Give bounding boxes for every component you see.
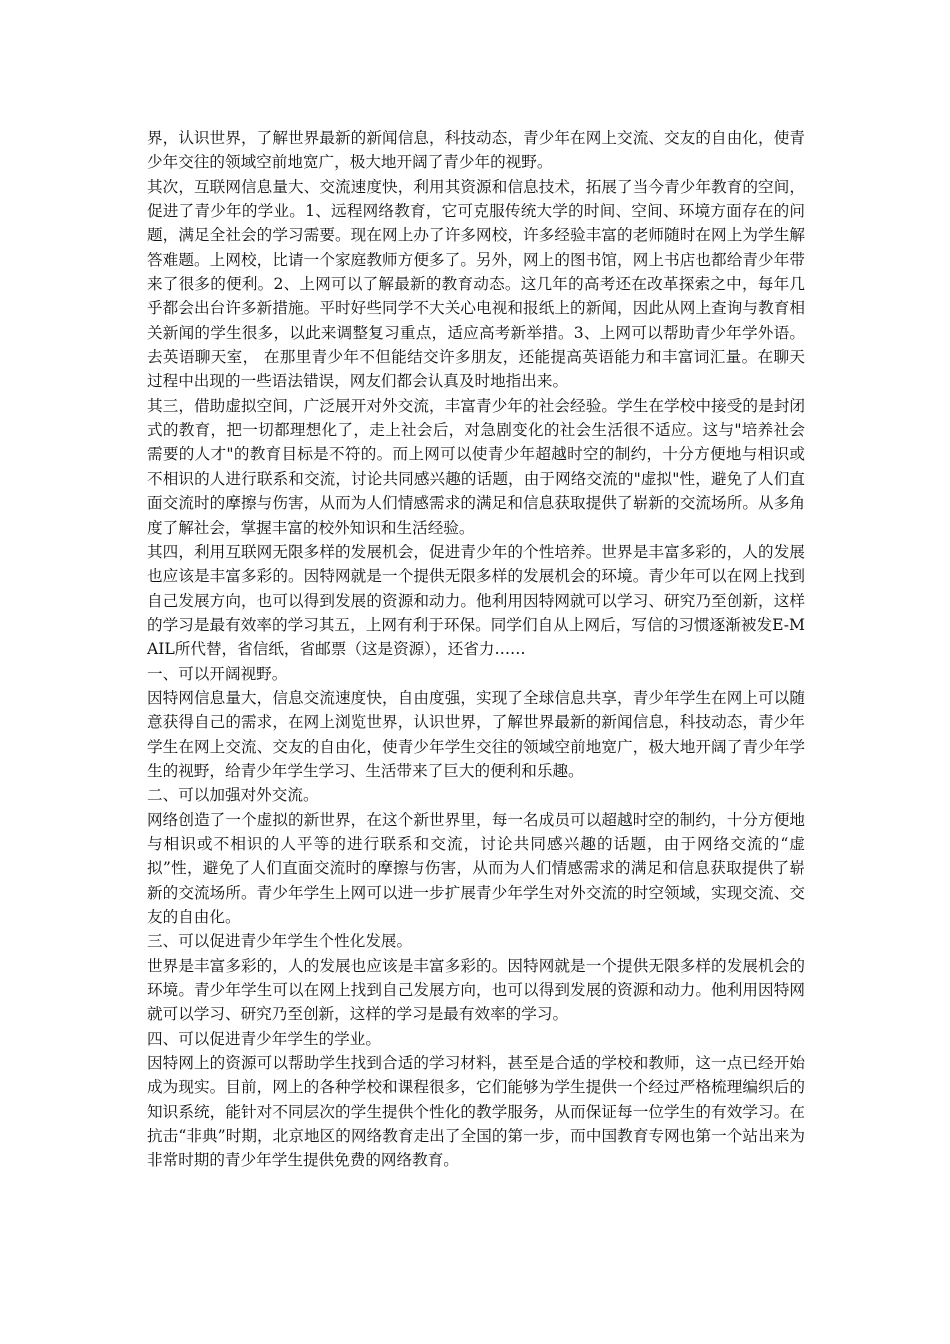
paragraph-continuation: 界，认识世界，了解世界最新的新闻信息，科技动态，青少年在网上交流、交友的自由化，使青少年交往的领域空前地宽广，极大地开阔了青少年的视野。	[147, 129, 805, 172]
paragraph-external-communication: 网络创造了一个虚拟的新世界，在这个新世界里，每一名成员可以超越时空的制约，十分方便地与相识或不相识的人平等的进行联系和交流，讨论共同感兴趣的话题，由于网络交流的“虚拟”性，避免了人们直面交流时的摩擦与伤害，从而为人们情感需求的满足和信息获取提供了崭新的交流场所。青少年学生上网可以进一步扩展青少年学生对外交流的时空领域，实现交流、交友的自由化。	[147, 810, 805, 926]
document-page	[147, 126, 805, 1173]
section-heading-external-communication: 二、可以加强对外交流。	[147, 786, 319, 805]
paragraph-academic-progress: 因特网上的资源可以帮助学生找到合适的学习材料，甚至是合适的学校和教师，这一点已经开始成为现实。目前，网上的各种学校和课程很多，它们能够为学生提供一个经过严格梳理编织后的知识系统，能针对不同层次的学生提供个性化的教学服务，从而保证每一位学生的有效学习。在抗击“非典”时期，北京地区的网络教育走出了全国的第一步，而中国教育专网也第一个站出来为非常时期的青少年学生提供免费的网络教育。	[147, 1054, 805, 1170]
section-heading-broaden-horizons: 一、可以开阔视野。	[147, 664, 288, 683]
section-heading-academic-progress: 四、可以促进青少年学生的学业。	[147, 1029, 381, 1048]
paragraph-broaden-horizons: 因特网信息量大，信息交流速度快，自由度强，实现了全球信息共享，青少年学生在网上可以随意获得自己的需求，在网上浏览世界，认识世界，了解世界最新的新闻信息，科技动态，青少年学生在网上交流、交友的自由化，使青少年学生交往的领域空前地宽广，极大地开阔了青少年学生的视野，给青少年学生学习、生活带来了巨大的便利和乐趣。	[147, 688, 805, 780]
section-heading-personal-development: 三、可以促进青少年学生个性化发展。	[147, 932, 413, 951]
paragraph-third-point: 其三，借助虚拟空间，广泛展开对外交流，丰富青少年的社会经验。学生在学校中接受的是封闭式的教育，把一切都理想化了，走上社会后，对急剧变化的社会生活很不适应。这与"培养社会需要的人才"的教育目标是不符的。而上网可以使青少年超越时空的制约，十分方便地与相识或不相识的人进行联系和交流，讨论共同感兴趣的话题，由于网络交流的"虚拟"性，避免了人们直面交流时的摩擦与伤害，从而为人们情感需求的满足和信息获取提供了崭新的交流场所。从多角度了解社会，掌握丰富的校外知识和生活经验。	[147, 396, 805, 537]
paragraph-second-point: 其次，互联网信息量大、交流速度快，利用其资源和信息技术，拓展了当今青少年教育的空间，促进了青少年的学业。1、远程网络教育，它可克服传统大学的时间、空间、环境方面存在的问题，满足全社会的学习需要。现在网上办了许多网校，许多经验丰富的老师随时在网上为学生解答难题。上网校，比请一个家庭教师方便多了。另外，网上的图书馆，网上书店也都给青少年带来了很多的便利。2、上网可以了解最新的教育动态。这几年的高考还在改革探索之中，每年几乎都会出台许多新措施。平时好些同学不大关心电视和报纸上的新闻，因此从网上查询与教育相关新闻的学生很多，以此来调整复习重点，适应高考新举措。3、上网可以帮助青少年学外语。去英语聊天室， 在那里青少年不但能结交许多朋友，还能提高英语能力和丰富词汇量。在聊天过程中出现的一些语法错误，网友们都会认真及时地指出来。	[147, 177, 805, 391]
paragraph-personal-development: 世界是丰富多彩的，人的发展也应该是丰富多彩的。因特网就是一个提供无限多样的发展机会的环境。青少年学生可以在网上找到自己发展方向，也可以得到发展的资源和动力。他利用因特网就可以学习、研究乃至创新，这样的学习是最有效率的学习。	[147, 956, 805, 1024]
paragraph-fourth-point: 其四，利用互联网无限多样的发展机会，促进青少年的个性培养。世界是丰富多彩的，人的发展也应该是丰富多彩的。因特网就是一个提供无限多样的发展机会的环境。青少年可以在网上找到自己发展方向，也可以得到发展的资源和动力。他利用因特网就可以学习、研究乃至创新，这样的学习是最有效率的学习其五，上网有利于环保。同学们自从上网后，写信的习惯逐渐被发E-MAIL所代替，省信纸，省邮票（这是资源），还省力……	[147, 542, 805, 659]
